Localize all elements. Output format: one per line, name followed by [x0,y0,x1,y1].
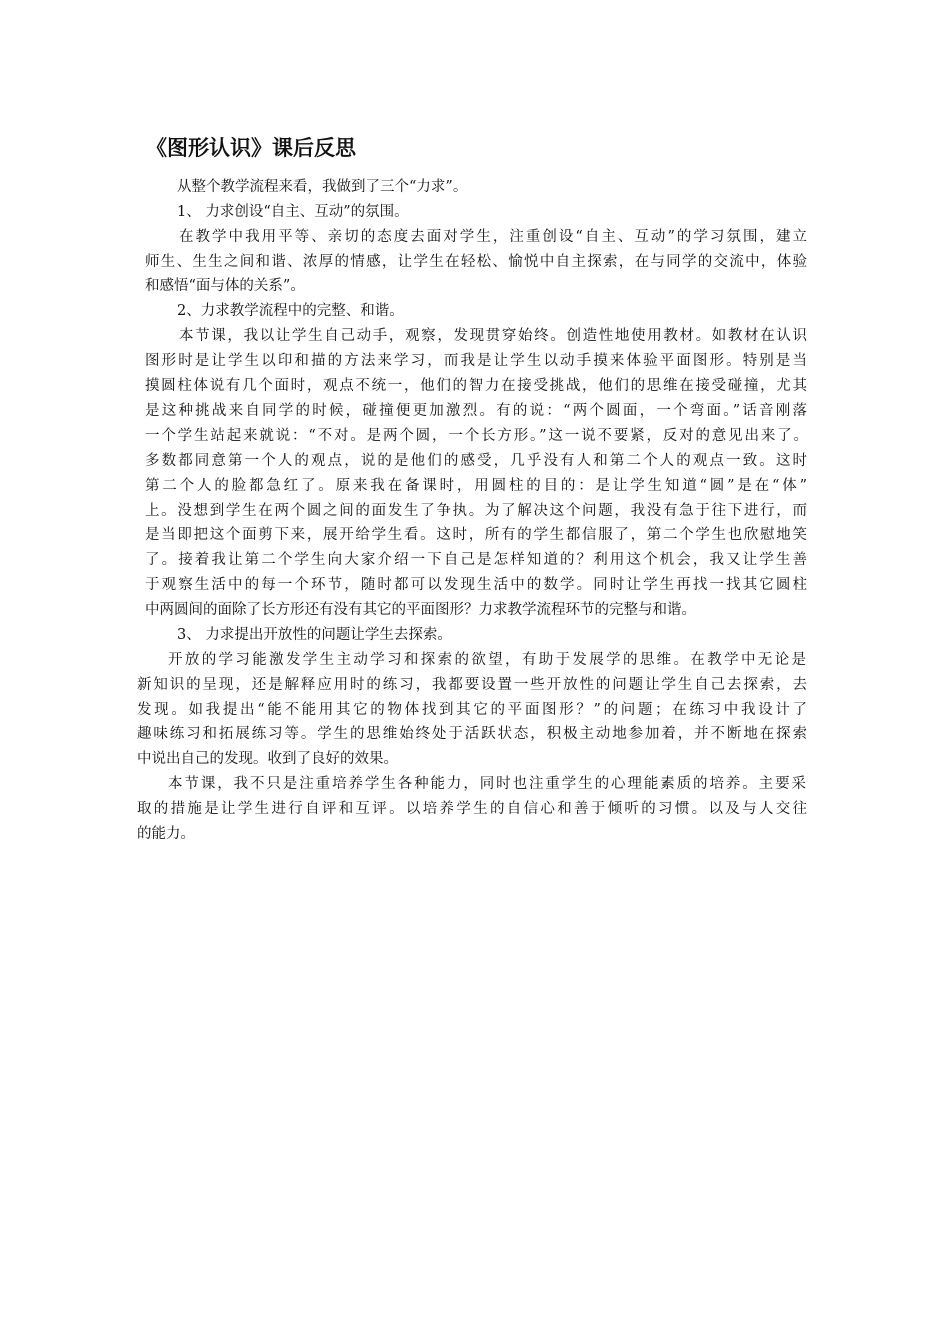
text-line: 在教学中我用平等、亲切的态度去面对学生，注重创设“自主、互动”的学习氛围，建立 [179,229,807,245]
text-line: 1、 力求创设“自主、互动”的氛围。 [177,204,409,220]
text-line: 上。没想到学生在两个圆之间的面发生了争执。为了解决这个问题，我没有急于往下进行，而 [145,503,807,519]
text-line: 和感悟“面与体的关系”。 [145,278,305,294]
text-line: 的能力。 [137,826,195,842]
text-line: 从整个教学流程来看，我做到了三个“力求”。 [177,179,468,195]
text-line: 本节课，我以让学生自己动手，观察，发现贯穿始终。创造性地使用教材。如教材在认识 [179,328,807,344]
text-line: 了。接着我让第二个学生向大家介绍一下自己是怎样知道的？利用这个机会，我又让学生善 [145,552,807,568]
text-line: 第二个人的脸都急红了。原来我在备课时，用圆柱的目的：是让学生知道“圆”是在“体” [145,478,807,494]
text-line: 开放的学习能激发学生主动学习和探索的欲望，有助于发展学的思维。在教学中无论是 [168,652,806,668]
text-line: 一个学生站起来就说：“不对。是两个圆，一个长方形。”这一说不要紧，反对的意见出来了。 [145,428,808,444]
document-title: 《图形认识》课后反思 [146,136,356,160]
text-line: 本节课，我不只是注重培养学生各种能力，同时也注重学生的心理能素质的培养。主要采 [168,776,806,792]
text-line: 趣味练习和拓展练习等。学生的思维始终处于活跃状态，积极主动地参加着，并不断地在探索 [137,726,807,742]
text-line: 多数都同意第一个人的观点，说的是他们的感受，几乎没有人和第二个人的观点一致。这时 [145,453,807,469]
text-line: 取的措施是让学生进行自评和互评。以培养学生的自信心和善于倾听的习惯。以及与人交往 [137,801,807,817]
text-line: 于观察生活中的每一个环节，随时都可以发现生活中的数学。同时让学生再找一找其它圆柱 [145,577,807,593]
text-line: 是当即把这个面剪下来，展开给学生看。这时，所有的学生都信服了，第二个学生也欣慰地笑 [145,527,807,543]
text-line: 2、力求教学流程中的完整、和谐。 [177,303,404,319]
text-line: 新知识的呈现，还是解释应用时的练习，我都要设置一些开放性的问题让学生自己去探索，去 [137,677,807,693]
text-line: 师生、生生之间和谐、浓厚的情感，让学生在轻松、愉悦中自主探索，在与同学的交流中，体验 [145,254,807,270]
text-line: 发现。如我提出“能不能用其它的物体找到其它的平面图形？”的问题；在练习中我设计了 [137,702,807,718]
text-line: 摸圆柱体说有几个面时，观点不统一，他们的智力在接受挑战，他们的思维在接受碰撞，尤其 [145,378,807,394]
text-line: 是这种挑战来自同学的时候，碰撞便更加激烈。有的说：“两个圆面，一个弯面。”话音刚落 [145,403,807,419]
text-line: 图形时是让学生以印和描的方法来学习，而我是让学生以动手摸来体验平面图形。特别是当 [145,353,807,369]
text-line: 3、 力求提出开放性的问题让学生去探索。 [177,627,452,643]
text-line: 中说出自己的发现。收到了良好的效果。 [137,751,398,767]
text-line: 中两圆间的面除了长方形还有没有其它的平面图形？力求教学流程环节的完整与和谐。 [145,602,696,618]
